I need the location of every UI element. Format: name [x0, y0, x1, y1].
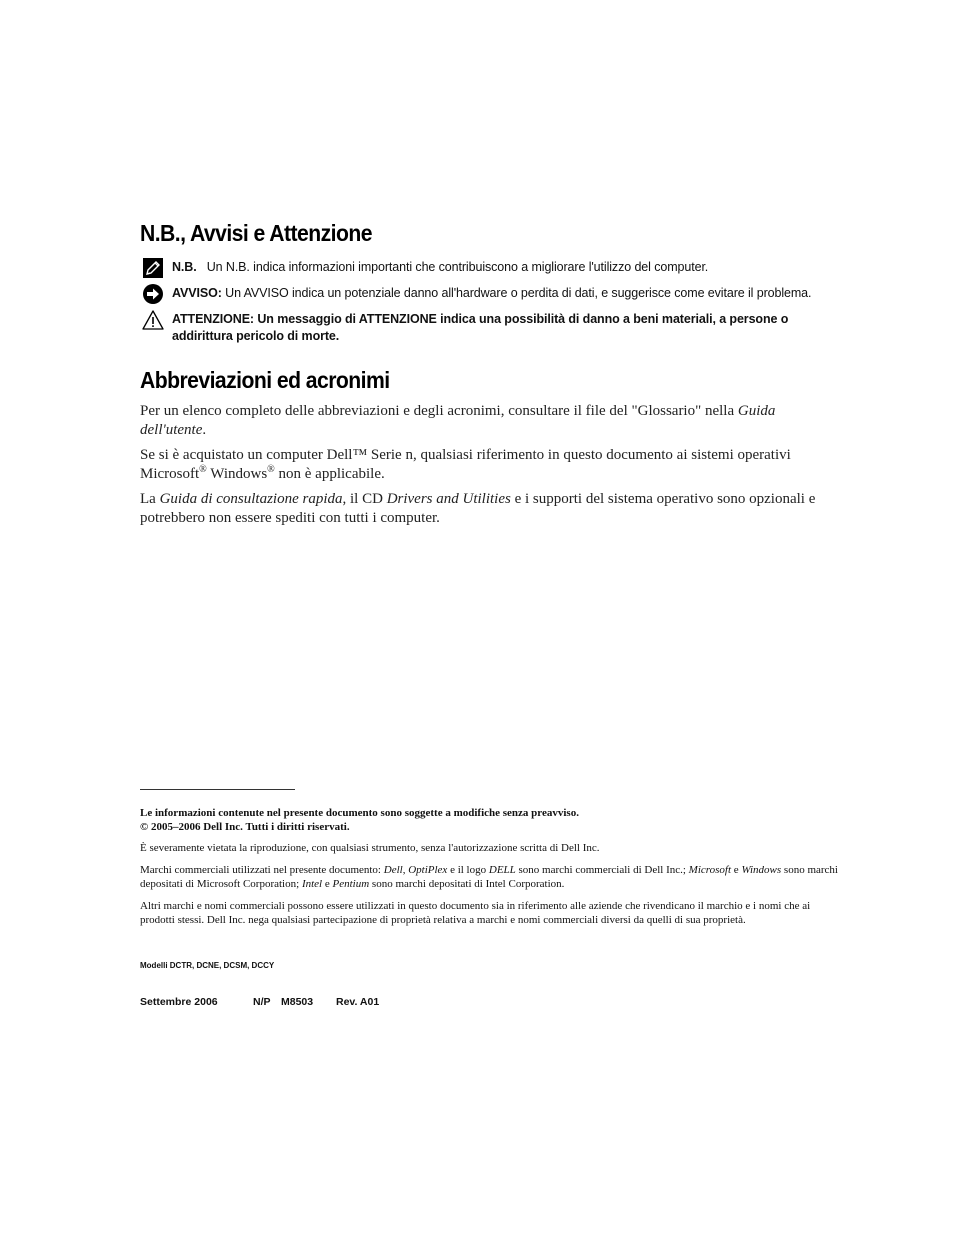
paragraph-glossary-end: . — [202, 422, 207, 438]
paragraph-glossary — [140, 402, 840, 440]
model-numbers: Modelli DCTR, DCNE, DCSM, DCCY — [140, 961, 275, 970]
trademarks-notice — [140, 863, 840, 891]
revision: Rev. A01 — [336, 996, 380, 1008]
tm-microsoft: Microsoft — [688, 864, 732, 876]
tm-pentium: Pentium — [332, 878, 370, 890]
tm-text-f: e — [322, 878, 333, 890]
quick-reference-guide-ref: Guida di consultazione rapida — [159, 491, 343, 507]
tm-text-g: sono marchi depositati di Intel Corporation. — [369, 878, 565, 890]
copyright-line: © 2005–2006 Dell Inc. Tutti i diritti riservati. — [140, 821, 350, 833]
document-info-line — [140, 996, 379, 1008]
tm-text-e: sono marchi depositati di Microsoft Corporation; — [140, 864, 838, 890]
reproduction-notice: È severamente vietata la riproduzione, con qualsiasi strumento, senza l'autorizzazione scritta di Dell Inc. — [140, 842, 600, 854]
tm-sep: , — [402, 864, 409, 876]
part-number: M8503 — [281, 996, 314, 1008]
note-avviso-label: AVVISO: — [172, 286, 222, 300]
paragraph-glossary-text: Per un elenco completo delle abbreviazioni e degli acronimi, consultare il file del "Glossario" nella — [140, 403, 738, 419]
footer-divider — [140, 789, 295, 790]
note-nb-label: N.B. — [172, 260, 197, 274]
user-guide-ref: Guida dell'utente — [140, 403, 776, 438]
tm-text-c: sono marchi commerciali di Dell Inc.; — [515, 864, 689, 876]
arrow-circle-icon — [142, 283, 164, 305]
paragraph-n-series — [140, 446, 840, 484]
paragraph-optional-media-text-a: La — [140, 491, 160, 507]
legal-notice — [140, 806, 840, 834]
note-nb-text: Un N.B. indica informazioni importanti che contribuiscono a migliorare l'utilizzo del computer. — [206, 260, 709, 274]
note-caution-text: Un messaggio di ATTENZIONE indica una possibilità di danno a beni materiali, a persone o addirittura pericolo di morte. — [172, 312, 789, 343]
tm-text-d: e — [731, 864, 742, 876]
note-avviso — [140, 285, 845, 302]
registered-mark: ® — [267, 464, 275, 475]
drivers-utilities-ref: Drivers and Utilities — [386, 491, 511, 507]
paragraph-optional-media-text-b: , il CD — [342, 491, 387, 507]
note-caution-label: ATTENZIONE: — [172, 312, 254, 326]
warning-triangle-icon — [142, 309, 164, 331]
paragraph-n-series-text-c: non è applicabile. — [274, 466, 385, 482]
tm-text-a: Marchi commerciali utilizzati nel presente documento: — [140, 864, 384, 876]
section-title-notes: N.B., Avvisi e Attenzione — [140, 220, 372, 246]
section-title-abbreviations: Abbreviazioni ed acronimi — [140, 367, 390, 393]
tm-text-b: e il logo — [447, 864, 489, 876]
paragraph-n-series-text-b: Windows — [206, 466, 268, 482]
tm-dell-logo: DELL — [488, 864, 516, 876]
paragraph-optional-media-text-c: e i supporti del sistema operativo sono opzionali e potrebbero non essere spediti con tutti i computer. — [140, 491, 816, 526]
part-number-label: N/P — [253, 996, 271, 1008]
paragraph-optional-media — [140, 490, 840, 528]
paragraph-n-series-text-a: Se si è acquistato un computer Dell™ Serie n, qualsiasi riferimento in questo documento ai sistemi operativi Microsoft — [140, 447, 791, 482]
publication-date: Settembre 2006 — [140, 996, 218, 1008]
tm-intel: Intel — [301, 878, 323, 890]
tm-windows: Windows — [741, 864, 782, 876]
note-caution — [140, 311, 845, 345]
note-nb — [140, 259, 845, 276]
legal-notice-line1: Le informazioni contenute nel presente documento sono soggette a modifiche senza preavviso. — [140, 807, 579, 819]
note-avviso-text: Un AVVISO indica un potenziale danno all'hardware o perdita di dati, e suggerisce come evitare il problema. — [225, 286, 812, 300]
tm-dell: Dell — [383, 864, 403, 876]
pencil-note-icon — [142, 257, 164, 279]
other-trademarks-notice: Altri marchi e nomi commerciali possono essere utilizzati in questo documento sia in riferimento alle aziende che rivendicano il marchio e i nomi che ai prodotti stessi. Dell Inc. nega qualsiasi partecipazione di proprietà relativa a marchi e nomi commerciali diversi da quelli di sua proprietà. — [140, 900, 811, 926]
tm-optiplex: OptiPlex — [408, 864, 448, 876]
registered-mark: ® — [199, 464, 207, 475]
